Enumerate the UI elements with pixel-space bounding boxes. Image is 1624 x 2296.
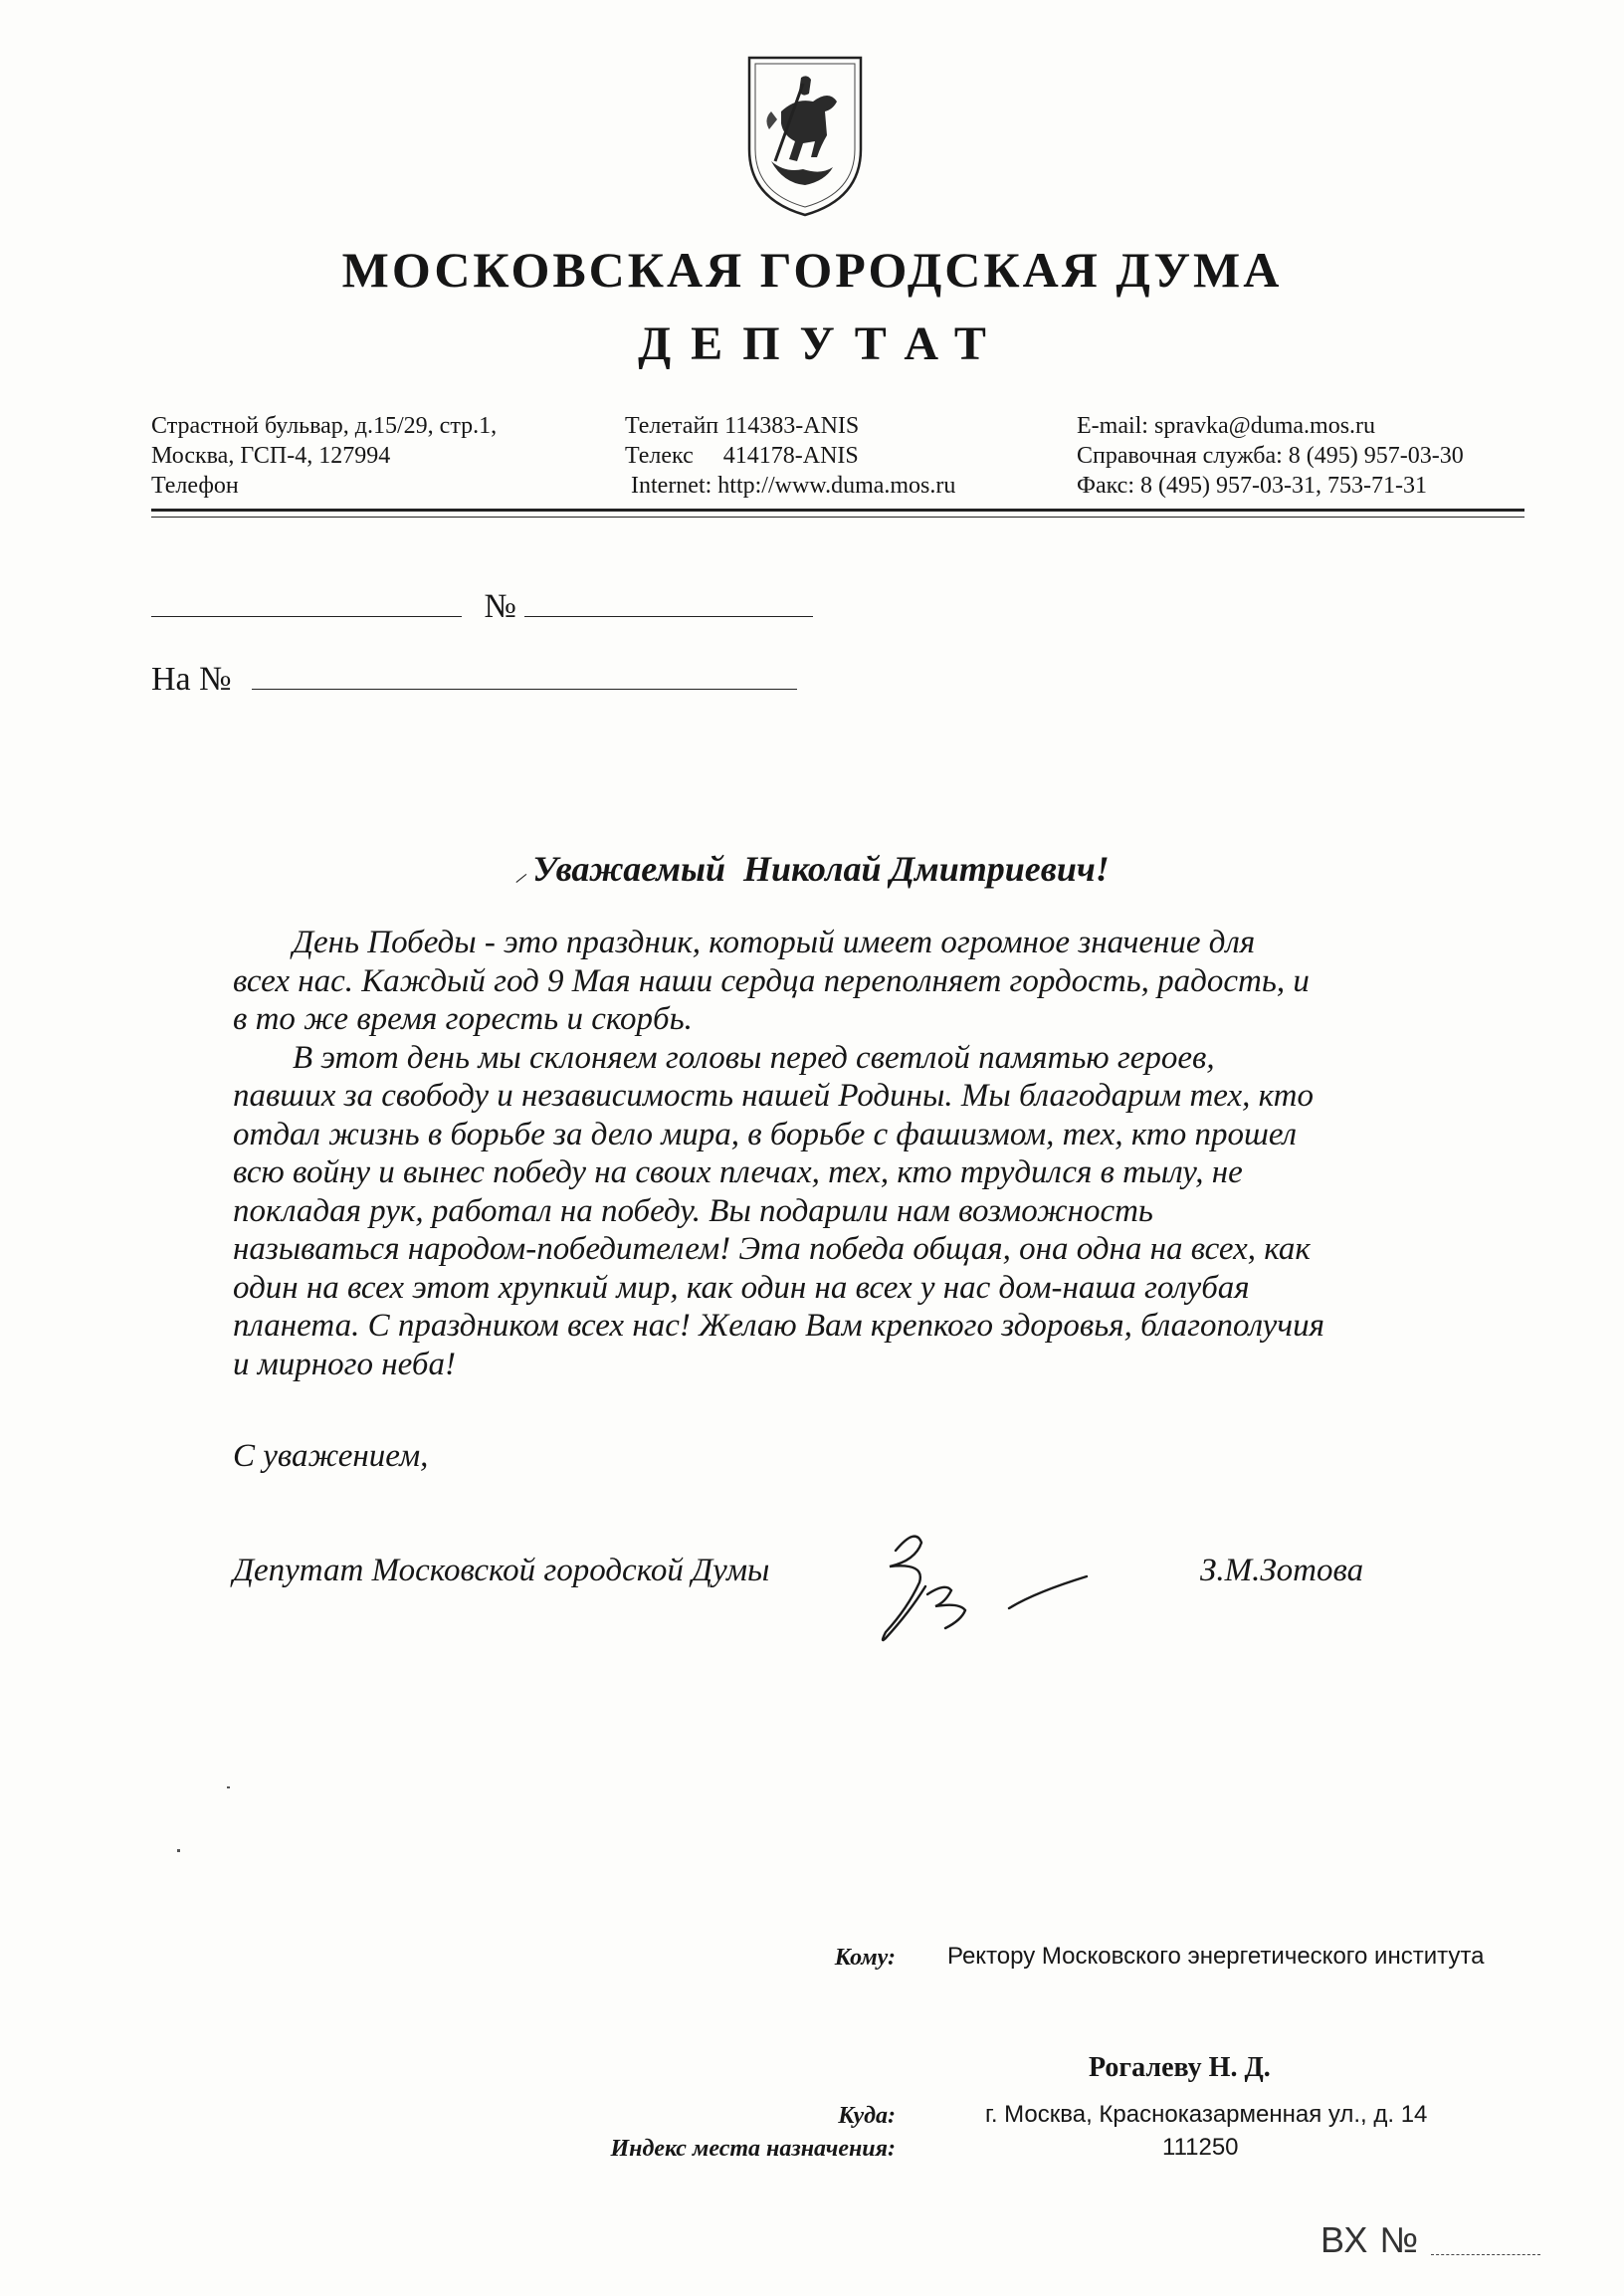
body-line: один на всех этот хрупкий мир, как один на всех у нас дом-наша голубая xyxy=(233,1269,1250,1306)
number-sign: № xyxy=(484,588,516,625)
body-line: День Победы - это праздник, который имеет огромное значение для xyxy=(293,925,1256,960)
incoming-number-blank xyxy=(1431,2254,1540,2255)
header-rule-thick xyxy=(151,509,1524,512)
recipient-name: Рогалеву Н. Д. xyxy=(1089,2052,1271,2083)
telex-line: Телекс 414178-ANIS xyxy=(625,443,859,469)
handwritten-signature xyxy=(856,1521,1115,1670)
body-line: в то же время горесть и скорбь. xyxy=(233,1001,693,1037)
index-value: 111250 xyxy=(1162,2134,1239,2161)
contacts-block xyxy=(1077,411,1464,501)
where-value: г. Москва, Красноказарменная ул., д. 14 xyxy=(985,2101,1428,2128)
body-line: всю войну и вынес победу на своих плечах, тех, кто трудился в тылу, не xyxy=(233,1154,1243,1190)
body-line: и мирного неба! xyxy=(233,1346,456,1382)
number-blank xyxy=(524,582,813,617)
signer-name: З.М.Зотова xyxy=(1200,1553,1364,1588)
where-label: Куда: xyxy=(838,2103,896,2129)
internet-line: Internet: http://www.duma.mos.ru xyxy=(631,473,956,499)
reply-number-blank xyxy=(252,655,797,690)
address-line: Москва, ГСП-4, 127994 xyxy=(151,443,391,469)
telecom-block xyxy=(625,411,955,501)
help-service-line: Справочная служба: 8 (495) 957-03-30 xyxy=(1077,443,1464,469)
to-label: Кому: xyxy=(834,1945,896,1971)
address-line: Страстной бульвар, д.15/29, стр.1, xyxy=(151,413,498,439)
scan-speck xyxy=(177,1849,180,1852)
moscow-coat-of-arms-icon xyxy=(741,50,869,221)
phone-label: Телефон xyxy=(151,473,239,499)
greeting xyxy=(0,848,1624,890)
body-line: всех нас. Каждый год 9 Мая наши сердца переполняет гордость, радость, и xyxy=(233,962,1310,999)
teletype-line: Телетайп 114383-ANIS xyxy=(625,413,860,439)
letter-body xyxy=(233,924,1507,1383)
scan-speck xyxy=(227,1786,230,1788)
to-value: Ректору Московского энергетического института xyxy=(947,1943,1485,1970)
position-title: ДЕПУТАТ xyxy=(638,317,1006,370)
signer-title: Депутат Московской городской Думы xyxy=(233,1553,770,1588)
index-label: Индекс места назначения: xyxy=(610,2136,896,2162)
incoming-stamp: ВХ № xyxy=(1320,2219,1420,2260)
greeting-mark: ⸝ xyxy=(514,861,527,887)
fax-line: Факс: 8 (495) 957-03-31, 753-71-31 xyxy=(1077,473,1427,499)
reply-reference xyxy=(151,655,797,699)
body-line: отдал жизнь в борьбе за дело мира, в борьбе с фашизмом, тех, кто прошел xyxy=(233,1116,1298,1152)
outgoing-reference xyxy=(151,582,813,626)
body-line: планета. С праздником всех нас! Желаю Вам крепкого здоровья, благополучия xyxy=(233,1308,1324,1344)
header-rule-thin xyxy=(151,517,1524,518)
closing: С уважением, xyxy=(233,1438,429,1474)
reply-label: На № xyxy=(151,661,232,698)
body-line: павших за свободу и независимость нашей Родины. Мы благодарим тех, кто xyxy=(233,1078,1314,1114)
body-line: покладая рук, работал на победу. Вы подарили нам возможность xyxy=(233,1192,1153,1229)
paragraph-1 xyxy=(233,924,1507,1039)
greeting-text: Уважаемый Николай Дмитриевич! xyxy=(532,849,1110,889)
institution-title: МОСКОВСКАЯ ГОРОДСКАЯ ДУМА xyxy=(341,242,1283,298)
date-blank xyxy=(151,582,462,617)
body-line: называться народом-победителем! Эта победа общая, она одна на всех, как xyxy=(233,1231,1311,1267)
email-line: E-mail: spravka@duma.mos.ru xyxy=(1077,413,1376,439)
body-line: В этот день мы склоняем головы перед светлой памятью героев, xyxy=(293,1039,1215,1076)
address-block xyxy=(151,411,497,501)
paragraph-2 xyxy=(233,1039,1507,1384)
